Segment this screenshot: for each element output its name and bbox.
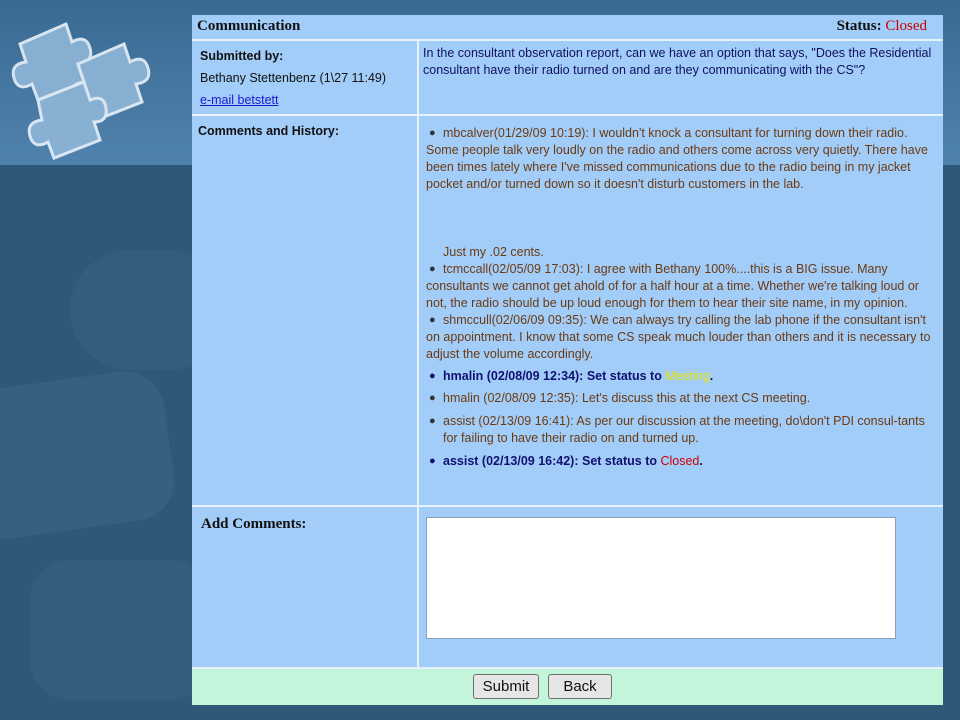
history-entry <box>426 125 938 193</box>
question-text: In the consultant observation report, can we have an option that says, "Does the Residential consultant have their radio turned on and are they communicating with the CS"? <box>423 46 932 77</box>
history-entry <box>426 390 938 407</box>
submitter-cell <box>192 41 419 114</box>
ticket-panel <box>192 15 943 705</box>
history-entry-text: assist (02/13/09 16:41): As per our discussion at the meeting, do\don't PDI consul-tants for failing to have their radio on and turned up. <box>443 414 925 445</box>
history-entry-text: hmalin (02/08/09 12:34): Set status to <box>443 369 666 383</box>
add-comments-row <box>192 507 943 669</box>
bullet-icon: ● <box>429 127 436 139</box>
status-indicator <box>837 18 927 35</box>
history-row <box>192 116 943 507</box>
ticket-title: Communication <box>197 18 301 34</box>
status-label: Status: <box>836 18 882 34</box>
question-cell <box>419 41 943 114</box>
history-entry-text: Just my .02 cents. <box>443 245 544 259</box>
background-puzzle-piece <box>0 366 179 544</box>
add-comments-label: Add Comments: <box>201 516 307 532</box>
background-puzzle-piece <box>30 560 210 700</box>
history-entry-text: tcmccall(02/05/09 17:03): I agree with Bethany 100%....this is a BIG issue. Many consultants we cannot get ahold of for a half hour at a time. Whether we're talking loud or not, the radio should be up loud enough for them to hear their site name, in my opinion. <box>426 262 919 310</box>
history-list <box>426 125 938 470</box>
bullet-icon: ● <box>429 314 436 326</box>
history-entry-text: shmccull(02/06/09 09:35): We can always try calling the lab phone if the consultant isn't on appointment. I know that some CS speak much louder than others and it is necessary to adjust the volume accordingly. <box>426 313 931 361</box>
submitter-name: Bethany Stettenbenz (1\27 11:49) <box>200 71 387 85</box>
bullet-icon: ● <box>429 263 436 275</box>
history-entry-text: hmalin (02/08/09 12:35): Let's discuss this at the next CS meeting. <box>443 391 811 405</box>
status-closed: Closed <box>660 454 700 468</box>
form-footer <box>192 669 943 705</box>
history-entry <box>426 244 938 261</box>
submitted-by-label: Submitted by: <box>200 49 284 63</box>
history-label-cell <box>192 116 419 505</box>
add-comments-cell <box>419 507 943 667</box>
status-meeting: Meeting <box>665 369 710 383</box>
bullet-icon: ● <box>429 392 436 404</box>
history-entry-text: mbcalver(01/29/09 10:19): I wouldn't knock a consultant for turning down their radio. Some people talk very loudly on the radio and others come across very quietly. There have been times lately where I've missed communications due to the radio being in my jacket pocket and/or turned down so it doesn't disturb customers in the lab. <box>426 126 928 191</box>
history-entry <box>426 413 938 447</box>
status-value: Closed <box>885 18 927 34</box>
email-submitter-link[interactable]: e-mail betstett <box>200 93 279 107</box>
history-entry <box>426 261 938 312</box>
history-entry <box>426 312 938 363</box>
bullet-icon: ● <box>429 370 436 382</box>
add-comments-label-cell <box>192 507 419 667</box>
bullet-icon: ● <box>429 415 436 427</box>
ticket-header <box>192 15 943 41</box>
puzzle-logo-icon <box>6 4 166 164</box>
history-entry-text: assist (02/13/09 16:42): Set status to <box>443 454 661 468</box>
submit-button[interactable]: Submit <box>473 674 539 699</box>
comment-textarea[interactable] <box>426 517 896 639</box>
submission-row <box>192 41 943 116</box>
status-change-entry: ● hmalin (02/08/09 12:34): Set status to Meeting. <box>429 369 714 383</box>
history-cell <box>419 116 943 505</box>
back-button[interactable]: Back <box>548 674 612 699</box>
comments-history-label: Comments and History: <box>198 124 339 138</box>
bullet-icon: ● <box>429 455 436 467</box>
status-change-entry: ● assist (02/13/09 16:42): Set status to Closed. <box>429 454 703 468</box>
